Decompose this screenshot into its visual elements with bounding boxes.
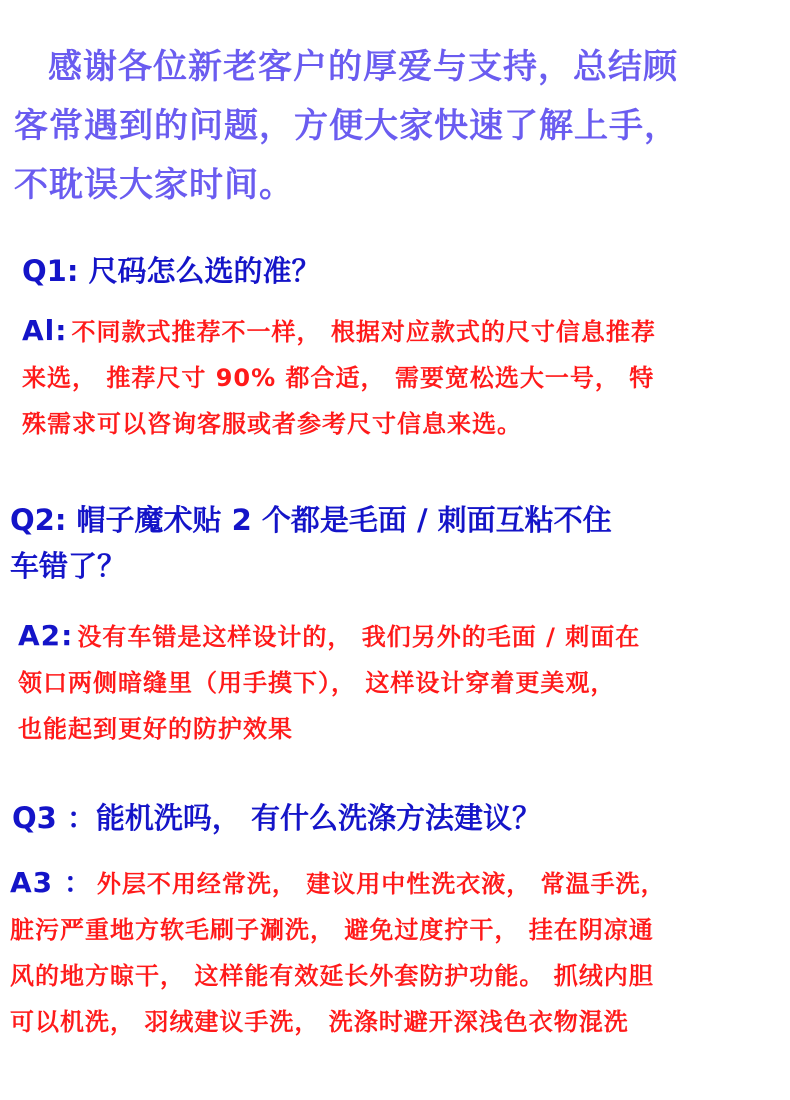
intro-line: 客常遇到的问题，方便大家快速了解上手， bbox=[14, 106, 679, 146]
answer-text: 不同款式推荐不一样， 根据对应款式的尺寸信息推荐 bbox=[71, 318, 656, 346]
question-line: Q3 ：能机洗吗， 有什么洗涤方法建议？ bbox=[12, 801, 542, 835]
question-line: Q2: 帽子魔术贴 2 个都是毛面 / 刺面互粘不住 bbox=[10, 503, 612, 537]
question-3 bbox=[12, 795, 541, 841]
answer-line: 可以机洗， 羽绒建议手洗， 洗涤时避开深浅色衣物混洗 bbox=[10, 1008, 629, 1036]
answer-line: 风的地方晾干， 这样能有效延长外套防护功能。 抓绒内胆 bbox=[10, 962, 654, 990]
answer-text: 没有车错是这样设计的， 我们另外的毛面 / 刺面在 bbox=[77, 623, 641, 651]
question-line: Q1: 尺码怎么选的准？ bbox=[22, 254, 321, 288]
intro-line: 不耽误大家时间。 bbox=[14, 165, 294, 205]
answer-label: Al: bbox=[22, 314, 68, 347]
answer-line: 领口两侧暗缝里（用手摸下）， 这样设计穿着更美观， bbox=[18, 669, 616, 697]
answer-1 bbox=[22, 308, 656, 447]
answer-label: A2: bbox=[18, 619, 74, 652]
answer-text: 外层不用经常洗， 建议用中性洗衣液， 常温手洗， bbox=[96, 870, 666, 898]
answer-3 bbox=[10, 860, 666, 1045]
answer-line bbox=[10, 860, 666, 907]
intro-line: 感谢各位新老客户的厚爱与支持，总结顾 bbox=[48, 47, 678, 87]
question-1 bbox=[22, 248, 321, 294]
answer-line bbox=[22, 308, 656, 355]
question-line: 车错了？ bbox=[10, 549, 127, 583]
answer-line: 脏污严重地方软毛刷子涮洗， 避免过度拧干， 挂在阴凉通 bbox=[10, 916, 654, 944]
answer-line: 来选， 推荐尺寸 90% 都合适， 需要宽松选大一号， 特 bbox=[22, 364, 655, 392]
question-2 bbox=[10, 497, 612, 589]
answer-line: 也能起到更好的防护效果 bbox=[18, 715, 293, 743]
answer-line bbox=[18, 613, 640, 660]
answer-2 bbox=[18, 613, 640, 752]
answer-line: 殊需求可以咨询客服或者参考尺寸信息来选。 bbox=[22, 410, 522, 438]
intro-text bbox=[14, 38, 784, 215]
answer-label: A3 ： bbox=[10, 866, 93, 899]
